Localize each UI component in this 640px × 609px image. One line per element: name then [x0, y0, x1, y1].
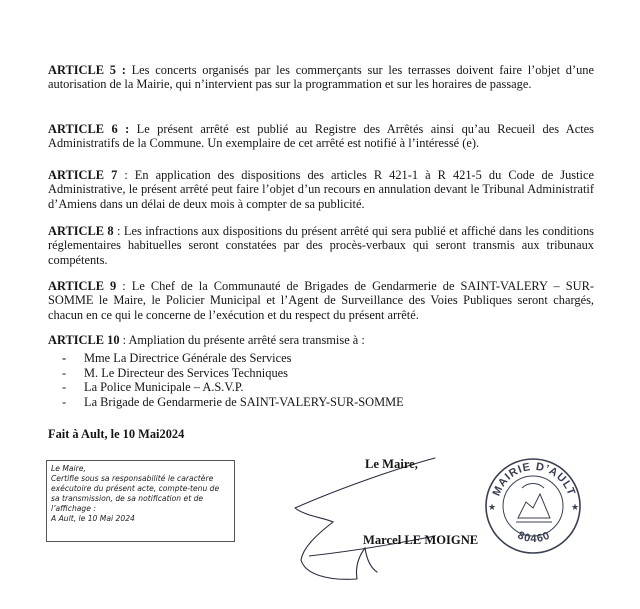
- handwritten-signature: [285, 456, 485, 586]
- certification-line: l’affichage :: [51, 504, 96, 513]
- svg-text:MAIRIE D’AULT: [491, 461, 578, 498]
- svg-text:80460: [516, 529, 553, 545]
- article-10: [48, 333, 594, 347]
- article-label: ARTICLE 6 :: [48, 122, 130, 136]
- article-text: : Ampliation du présente arrêté sera transmise à :: [119, 333, 365, 347]
- article-label: ARTICLE 9: [48, 279, 117, 293]
- list-item: - La Brigade de Gendarmerie de SAINT-VALERY-SUR-SOMME: [62, 395, 404, 410]
- article-label: ARTICLE 5 :: [48, 63, 126, 77]
- svg-text:★: ★: [571, 502, 580, 512]
- place-date: Fait à Ault, le 10 Mai2024: [48, 427, 185, 441]
- certification-box: [46, 460, 235, 542]
- certification-line: exécutoire du présent acte, compte-tenu de: [51, 484, 220, 493]
- signatory-name: Marcel LE MOIGNE: [363, 533, 479, 547]
- article-5: [48, 63, 594, 92]
- certification-line: Certifie sous sa responsabilité le caractère: [51, 474, 214, 483]
- signatory-title: Le Maire,: [365, 457, 418, 471]
- official-stamp: [478, 448, 588, 558]
- list-item: - Mme La Directrice Générale des Services: [62, 351, 404, 366]
- list-item: - M. Le Directeur des Services Techniques: [62, 366, 404, 381]
- certification-line: A Ault, le 10 Mai 2024: [51, 514, 135, 523]
- article-text: : Les infractions aux dispositions du présent arrêté qui sera publié et affiché dans les conditions réglementaires habituelles seront constatées par des procès-verbaux qui seront transmis aux tribunaux compétents.: [48, 224, 594, 267]
- article-7: [48, 168, 594, 211]
- article-label: ARTICLE 8: [48, 224, 114, 238]
- article-text: : En application des dispositions des articles R 421-1 à R 421-5 du Code de Justice Administrative, le présent arrêté peut faire l’objet d’un recours en annulation devant le Tribunal Administratif d’Amiens dans un délai de deux mois à compter de sa publicité.: [48, 168, 594, 211]
- certification-line: Le Maire,: [51, 464, 86, 473]
- list-item: - La Police Municipale – A.S.V.P.: [62, 380, 404, 395]
- article-text: : Le Chef de la Communauté de Brigades de Gendarmerie de SAINT-VALERY – SUR-SOMME le Maire, le Policier Municipal et l’Agent de Surveillance des Voies Publiques seront chargés, chacun en ce qui le concerne de l’exécution et du respect du présent arrêté.: [48, 279, 594, 322]
- article-text: Les concerts organisés par les commerçants sur les terrasses doivent faire l’objet d’une autorisation de la Mairie, qui n’intervient pas sur la programmation et sur les horaires de passage.: [48, 63, 594, 92]
- article-6: [48, 122, 594, 151]
- article-8: [48, 224, 594, 267]
- certification-line: sa transmission, de sa notification et de: [51, 494, 204, 503]
- stamp-postcode: 80460: [515, 529, 553, 545]
- stamp-top-text: MAIRIE D’AULT: [490, 460, 578, 498]
- article-9: [48, 279, 594, 322]
- article-label: ARTICLE 7: [48, 168, 118, 182]
- article-label: ARTICLE 10: [48, 333, 120, 347]
- recipient-list: [62, 351, 404, 409]
- svg-text:★: ★: [488, 502, 497, 512]
- article-text: Le présent arrêté est publié au Registre des Arrêtés ainsi qu’au Recueil des Actes Administratifs de la Commune. Un exemplaire de cet arrêté est notifié à l’intéressé (e).: [48, 122, 594, 151]
